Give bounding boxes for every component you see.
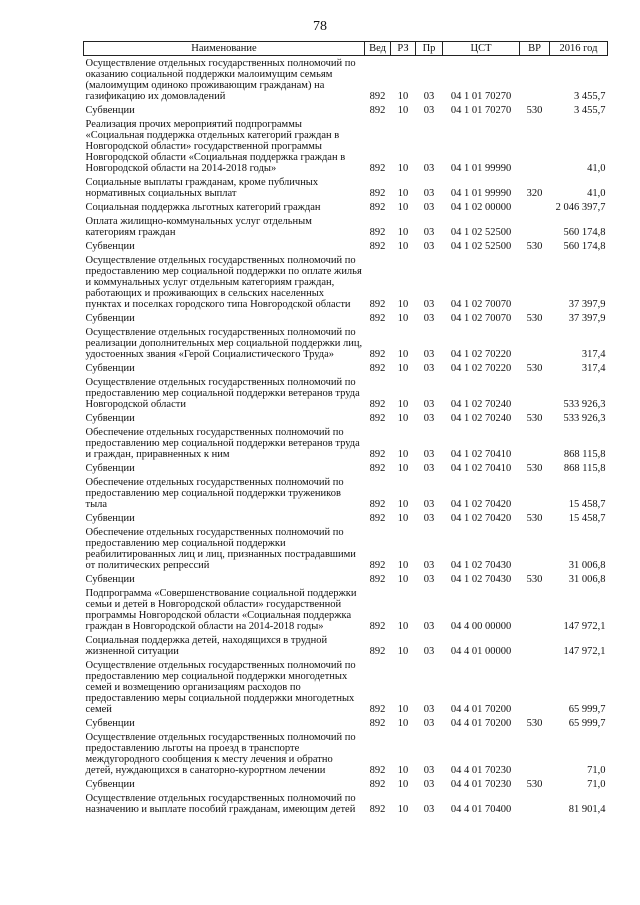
cell-name: Социальная поддержка детей, находящихся в трудной жизненной ситуации [85, 635, 328, 657]
cell-sum: 65 999,7 [568, 718, 606, 729]
cell-pr: 03 [423, 188, 435, 199]
cell-pr: 03 [423, 241, 435, 252]
cell-vr [520, 325, 550, 361]
cell-vr: 530 [526, 574, 543, 585]
cell-sum: 317,4 [581, 363, 606, 374]
cell-pr: 03 [423, 513, 435, 524]
cell-rz: 10 [397, 779, 409, 790]
table-row [84, 375, 608, 411]
cell-name: Субвенции [85, 718, 135, 729]
cell-ved: 892 [369, 313, 386, 324]
cell-rz: 10 [397, 574, 409, 585]
cell-pr: 03 [423, 449, 435, 460]
cell-cst: 04 1 02 70070 [450, 313, 512, 324]
table-row [84, 311, 608, 325]
header-name: Наименование [84, 42, 365, 56]
cell-name: Подпрограмма «Совершенствование социальной поддержки семьи и детей в Новгородской области» государственной программы Новгородской области «Социальная поддержка граждан в Новгородской области на 2014-2018 годы» [85, 588, 357, 632]
budget-table [83, 41, 608, 816]
cell-rz: 10 [397, 718, 409, 729]
cell-rz: 10 [397, 646, 409, 657]
cell-vr [520, 791, 550, 816]
cell-vr [520, 658, 550, 716]
table-row [84, 586, 608, 633]
cell-name: Социальные выплаты гражданам, кроме публичных нормативных социальных выплат [85, 177, 319, 199]
cell-pr: 03 [423, 105, 435, 116]
table-row [84, 511, 608, 525]
cell-vr [520, 200, 550, 214]
cell-cst: 04 1 01 70270 [450, 91, 512, 102]
table-row [84, 56, 608, 104]
cell-cst: 04 1 02 70410 [450, 463, 512, 474]
cell-vr [520, 253, 550, 311]
cell-sum: 15 458,7 [568, 513, 606, 524]
cell-rz: 10 [397, 499, 409, 510]
table-row [84, 525, 608, 572]
cell-sum: 3 455,7 [574, 91, 606, 102]
cell-ved: 892 [369, 202, 386, 213]
cell-name: Субвенции [85, 313, 135, 324]
table-row [84, 200, 608, 214]
header-rz: РЗ [391, 42, 416, 56]
cell-sum: 15 458,7 [568, 499, 606, 510]
cell-rz: 10 [397, 449, 409, 460]
cell-ved: 892 [369, 188, 386, 199]
cell-vr: 530 [526, 718, 543, 729]
cell-rz: 10 [397, 413, 409, 424]
table-row [84, 633, 608, 658]
cell-pr: 03 [423, 804, 435, 815]
cell-pr: 03 [423, 463, 435, 474]
cell-vr [520, 633, 550, 658]
cell-name: Субвенции [85, 779, 135, 790]
cell-pr: 03 [423, 363, 435, 374]
cell-cst: 04 1 01 99990 [450, 163, 512, 174]
cell-rz: 10 [397, 513, 409, 524]
cell-rz: 10 [397, 463, 409, 474]
cell-cst: 04 1 02 70430 [450, 574, 512, 585]
cell-vr [520, 425, 550, 461]
cell-cst: 04 1 02 52500 [450, 241, 512, 252]
cell-sum: 317,4 [581, 349, 606, 360]
cell-cst: 04 4 01 70400 [450, 804, 512, 815]
cell-vr: 320 [526, 188, 543, 199]
cell-rz: 10 [397, 765, 409, 776]
cell-ved: 892 [369, 463, 386, 474]
header-sum: 2016 год [550, 42, 608, 56]
cell-rz: 10 [397, 227, 409, 238]
cell-rz: 10 [397, 105, 409, 116]
header-pr: Пр [416, 42, 443, 56]
table-row [84, 475, 608, 511]
cell-vr [520, 730, 550, 777]
cell-pr: 03 [423, 621, 435, 632]
table-row [84, 716, 608, 730]
cell-rz: 10 [397, 241, 409, 252]
cell-name: Осуществление отдельных государственных полномочий по предоставлению мер социальной поддержки ветеранов труда Новгородской области [85, 377, 360, 410]
cell-vr [520, 475, 550, 511]
cell-cst: 04 1 02 70420 [450, 499, 512, 510]
cell-sum: 533 926,3 [563, 399, 606, 410]
cell-cst: 04 1 02 70070 [450, 299, 512, 310]
table-row [84, 214, 608, 239]
cell-cst: 04 4 01 00000 [450, 646, 512, 657]
cell-name: Оплата жилищно-коммунальных услуг отдельным категориям граждан [85, 216, 312, 238]
cell-pr: 03 [423, 574, 435, 585]
table-row [84, 572, 608, 586]
table-body [84, 56, 608, 817]
cell-ved: 892 [369, 646, 386, 657]
cell-rz: 10 [397, 399, 409, 410]
cell-rz: 10 [397, 704, 409, 715]
cell-pr: 03 [423, 646, 435, 657]
cell-sum: 147 972,1 [563, 646, 606, 657]
cell-rz: 10 [397, 299, 409, 310]
cell-name: Социальная поддержка льготных категорий граждан [85, 202, 321, 213]
cell-rz: 10 [397, 349, 409, 360]
table-row [84, 777, 608, 791]
cell-pr: 03 [423, 499, 435, 510]
cell-name: Осуществление отдельных государственных полномочий по оказанию социальной поддержки малоимущим семьям (малоимущим одиноко проживающим гражданам) на газификацию их домовладений [85, 58, 356, 102]
cell-ved: 892 [369, 163, 386, 174]
cell-ved: 892 [369, 718, 386, 729]
page-number: 78 [313, 19, 327, 34]
cell-name: Субвенции [85, 463, 135, 474]
cell-sum: 71,0 [587, 779, 606, 790]
cell-pr: 03 [423, 399, 435, 410]
cell-cst: 04 4 00 00000 [450, 621, 512, 632]
cell-vr [520, 375, 550, 411]
table-row [84, 239, 608, 253]
cell-sum: 41,0 [587, 163, 606, 174]
cell-name: Осуществление отдельных государственных полномочий по предоставлению льготы на проезд в транспорте междугородного сообщения к месту лечения и обратно детей, нуждающихся в санаторно-курортном лечении [85, 732, 356, 776]
table-row [84, 411, 608, 425]
cell-pr: 03 [423, 560, 435, 571]
cell-sum: 37 397,9 [568, 313, 606, 324]
table-row [84, 791, 608, 816]
cell-vr [520, 56, 550, 104]
cell-pr: 03 [423, 779, 435, 790]
cell-vr: 530 [526, 463, 543, 474]
cell-ved: 892 [369, 399, 386, 410]
cell-ved: 892 [369, 413, 386, 424]
cell-name: Обеспечение отдельных государственных полномочий по предоставлению мер социальной поддержки ветеранов труда и граждан, приравненных к ним [85, 427, 360, 460]
cell-pr: 03 [423, 413, 435, 424]
cell-ved: 892 [369, 574, 386, 585]
cell-cst: 04 1 01 70270 [450, 105, 512, 116]
cell-name: Субвенции [85, 363, 135, 374]
cell-cst: 04 1 02 00000 [450, 202, 512, 213]
cell-vr [520, 214, 550, 239]
cell-ved: 892 [369, 779, 386, 790]
cell-ved: 892 [369, 621, 386, 632]
cell-rz: 10 [397, 202, 409, 213]
cell-ved: 892 [369, 227, 386, 238]
table-header-row [84, 42, 608, 56]
cell-cst: 04 4 01 70200 [450, 718, 512, 729]
cell-sum: 71,0 [587, 765, 606, 776]
cell-pr: 03 [423, 349, 435, 360]
cell-vr: 530 [526, 363, 543, 374]
cell-pr: 03 [423, 704, 435, 715]
table-row [84, 730, 608, 777]
cell-ved: 892 [369, 449, 386, 460]
cell-name: Обеспечение отдельных государственных полномочий по предоставлению мер социальной поддержки реабилитированных лиц и лиц, признанных пострадавшими от политических репрессий [85, 527, 356, 571]
cell-name: Осуществление отдельных государственных полномочий по реализации дополнительных мер социальной поддержки лиц, удостоенных звания «Герой Социалистического Труда» [85, 327, 363, 360]
cell-name: Субвенции [85, 413, 135, 424]
cell-ved: 892 [369, 804, 386, 815]
cell-pr: 03 [423, 313, 435, 324]
cell-pr: 03 [423, 227, 435, 238]
cell-ved: 892 [369, 241, 386, 252]
table-row [84, 425, 608, 461]
table-row [84, 361, 608, 375]
cell-rz: 10 [397, 188, 409, 199]
cell-vr: 530 [526, 779, 543, 790]
cell-sum: 2 046 397,7 [555, 202, 606, 213]
cell-sum: 65 999,7 [568, 704, 606, 715]
cell-cst: 04 1 02 70420 [450, 513, 512, 524]
cell-sum: 81 901,4 [568, 804, 606, 815]
cell-cst: 04 4 01 70200 [450, 704, 512, 715]
cell-ved: 892 [369, 105, 386, 116]
cell-ved: 892 [369, 349, 386, 360]
table-row [84, 325, 608, 361]
cell-name: Субвенции [85, 241, 135, 252]
header-ved: Вед [365, 42, 391, 56]
cell-cst: 04 4 01 70230 [450, 779, 512, 790]
cell-pr: 03 [423, 202, 435, 213]
cell-rz: 10 [397, 621, 409, 632]
cell-ved: 892 [369, 299, 386, 310]
cell-sum: 868 115,8 [563, 449, 606, 460]
cell-sum: 147 972,1 [563, 621, 606, 632]
cell-vr: 530 [526, 513, 543, 524]
cell-cst: 04 1 02 70410 [450, 449, 512, 460]
cell-pr: 03 [423, 91, 435, 102]
cell-name: Реализация прочих мероприятий подпрограммы «Социальная поддержка отдельных категорий граждан в Новгородской области» государственной программы Новгородской области «Социальная поддержка граждан в Новгородской области на 2014-2018 годы» [85, 119, 346, 174]
cell-cst: 04 1 02 52500 [450, 227, 512, 238]
cell-sum: 31 006,8 [568, 560, 606, 571]
table-row [84, 461, 608, 475]
table-row [84, 117, 608, 175]
cell-cst: 04 1 02 70240 [450, 399, 512, 410]
cell-rz: 10 [397, 163, 409, 174]
cell-rz: 10 [397, 313, 409, 324]
cell-name: Осуществление отдельных государственных полномочий по предоставлению мер социальной поддержки многодетных семей и возмещению организациям расходов по предоставлению меры социальной поддержки многодетных семей [85, 660, 356, 715]
cell-pr: 03 [423, 299, 435, 310]
table-row [84, 103, 608, 117]
cell-vr [520, 117, 550, 175]
cell-name: Субвенции [85, 574, 135, 585]
cell-rz: 10 [397, 560, 409, 571]
cell-ved: 892 [369, 560, 386, 571]
cell-pr: 03 [423, 163, 435, 174]
cell-ved: 892 [369, 91, 386, 102]
cell-name: Субвенции [85, 105, 135, 116]
table-row [84, 253, 608, 311]
cell-sum: 3 455,7 [574, 105, 606, 116]
cell-sum: 533 926,3 [563, 413, 606, 424]
cell-cst: 04 1 02 70240 [450, 413, 512, 424]
cell-vr: 530 [526, 105, 543, 116]
cell-rz: 10 [397, 804, 409, 815]
cell-ved: 892 [369, 765, 386, 776]
cell-sum: 868 115,8 [563, 463, 606, 474]
cell-name: Осуществление отдельных государственных полномочий по предоставлению мер социальной поддержки по оплате жилья и коммунальных услуг отдельным категориям граждан, работающих и проживающих в сельских населенных пунктах и поселках городского типа Новгородской области [85, 255, 362, 310]
table-row [84, 658, 608, 716]
cell-ved: 892 [369, 704, 386, 715]
cell-rz: 10 [397, 91, 409, 102]
cell-cst: 04 1 02 70220 [450, 349, 512, 360]
cell-sum: 41,0 [587, 188, 606, 199]
cell-cst: 04 1 01 99990 [450, 188, 512, 199]
cell-ved: 892 [369, 513, 386, 524]
cell-ved: 892 [369, 363, 386, 374]
header-cst: ЦСТ [443, 42, 520, 56]
cell-vr [520, 586, 550, 633]
header-vr: ВР [520, 42, 550, 56]
cell-vr: 530 [526, 413, 543, 424]
cell-vr: 530 [526, 313, 543, 324]
cell-ved: 892 [369, 499, 386, 510]
cell-vr: 530 [526, 241, 543, 252]
cell-sum: 37 397,9 [568, 299, 606, 310]
cell-name: Обеспечение отдельных государственных полномочий по предоставлению мер социальной поддержки тружеников тыла [85, 477, 344, 510]
cell-name: Субвенции [85, 513, 135, 524]
cell-vr [520, 525, 550, 572]
cell-cst: 04 1 02 70220 [450, 363, 512, 374]
cell-cst: 04 4 01 70230 [450, 765, 512, 776]
cell-pr: 03 [423, 718, 435, 729]
cell-sum: 31 006,8 [568, 574, 606, 585]
cell-rz: 10 [397, 363, 409, 374]
cell-name: Осуществление отдельных государственных полномочий по назначению и выплате пособий гражданам, имеющим детей [85, 793, 356, 815]
table-row [84, 175, 608, 200]
cell-sum: 560 174,8 [563, 241, 606, 252]
cell-sum: 560 174,8 [563, 227, 606, 238]
cell-cst: 04 1 02 70430 [450, 560, 512, 571]
cell-pr: 03 [423, 765, 435, 776]
